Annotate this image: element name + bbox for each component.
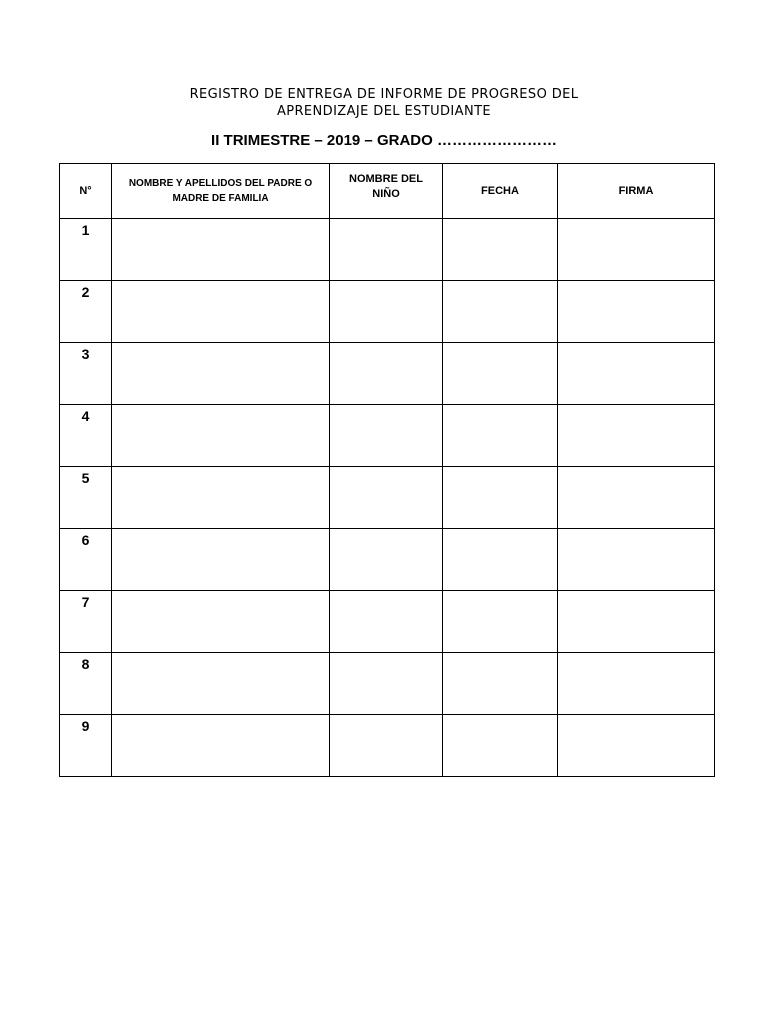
header-signature: FIRMA [558, 164, 715, 219]
parent-name-cell[interactable] [112, 467, 330, 529]
date-cell[interactable] [443, 653, 558, 715]
child-name-cell[interactable] [330, 653, 443, 715]
parent-name-cell[interactable] [112, 529, 330, 591]
row-number: 5 [60, 467, 112, 529]
table-row [60, 219, 715, 281]
parent-name-cell[interactable] [112, 343, 330, 405]
row-number: 6 [60, 529, 112, 591]
signature-cell[interactable] [558, 467, 715, 529]
header-parent-name: NOMBRE Y APELLIDOS DEL PADRE O MADRE DE FAMILIA [112, 164, 330, 219]
child-name-cell[interactable] [330, 591, 443, 653]
parent-name-cell[interactable] [112, 653, 330, 715]
table-header-row [60, 164, 715, 219]
document-title-line-1: REGISTRO DE ENTREGA DE INFORME DE PROGRESO DEL [189, 87, 579, 102]
date-cell[interactable] [443, 219, 558, 281]
date-cell[interactable] [443, 405, 558, 467]
row-number: 4 [60, 405, 112, 467]
header-child-name [330, 164, 443, 219]
table-row [60, 405, 715, 467]
row-number: 8 [60, 653, 112, 715]
date-cell[interactable] [443, 467, 558, 529]
document-title-line-2: APRENDIZAJE DEL ESTUDIANTE [276, 104, 492, 119]
document-subtitle: II TRIMESTRE – 2019 – GRADO …………………… [211, 132, 557, 149]
signature-cell[interactable] [558, 653, 715, 715]
child-name-cell[interactable] [330, 467, 443, 529]
child-name-cell[interactable] [330, 343, 443, 405]
signature-cell[interactable] [558, 343, 715, 405]
table-row [60, 529, 715, 591]
parent-name-cell[interactable] [112, 715, 330, 777]
signature-cell[interactable] [558, 715, 715, 777]
date-cell[interactable] [443, 529, 558, 591]
row-number: 2 [60, 281, 112, 343]
signature-cell[interactable] [558, 529, 715, 591]
date-cell[interactable] [443, 591, 558, 653]
row-number: 3 [60, 343, 112, 405]
child-name-cell[interactable] [330, 405, 443, 467]
table-row [60, 343, 715, 405]
table-row [60, 653, 715, 715]
table-row [60, 715, 715, 777]
signature-cell[interactable] [558, 591, 715, 653]
parent-name-cell[interactable] [112, 281, 330, 343]
parent-name-cell[interactable] [112, 219, 330, 281]
row-number: 1 [60, 219, 112, 281]
header-child-name-line-1: NOMBRE DEL [349, 173, 423, 185]
child-name-cell[interactable] [330, 529, 443, 591]
signature-cell[interactable] [558, 281, 715, 343]
child-name-cell[interactable] [330, 219, 443, 281]
header-child-name-line-2: NIÑO [372, 188, 400, 200]
row-number: 7 [60, 591, 112, 653]
table-row [60, 281, 715, 343]
table-row [60, 591, 715, 653]
date-cell[interactable] [443, 281, 558, 343]
row-number: 9 [60, 715, 112, 777]
header-number: N° [60, 164, 112, 219]
parent-name-cell[interactable] [112, 591, 330, 653]
register-table [59, 163, 715, 777]
date-cell[interactable] [443, 343, 558, 405]
signature-cell[interactable] [558, 219, 715, 281]
signature-cell[interactable] [558, 405, 715, 467]
child-name-cell[interactable] [330, 281, 443, 343]
date-cell[interactable] [443, 715, 558, 777]
parent-name-cell[interactable] [112, 405, 330, 467]
table-row [60, 467, 715, 529]
header-date: FECHA [443, 164, 558, 219]
child-name-cell[interactable] [330, 715, 443, 777]
